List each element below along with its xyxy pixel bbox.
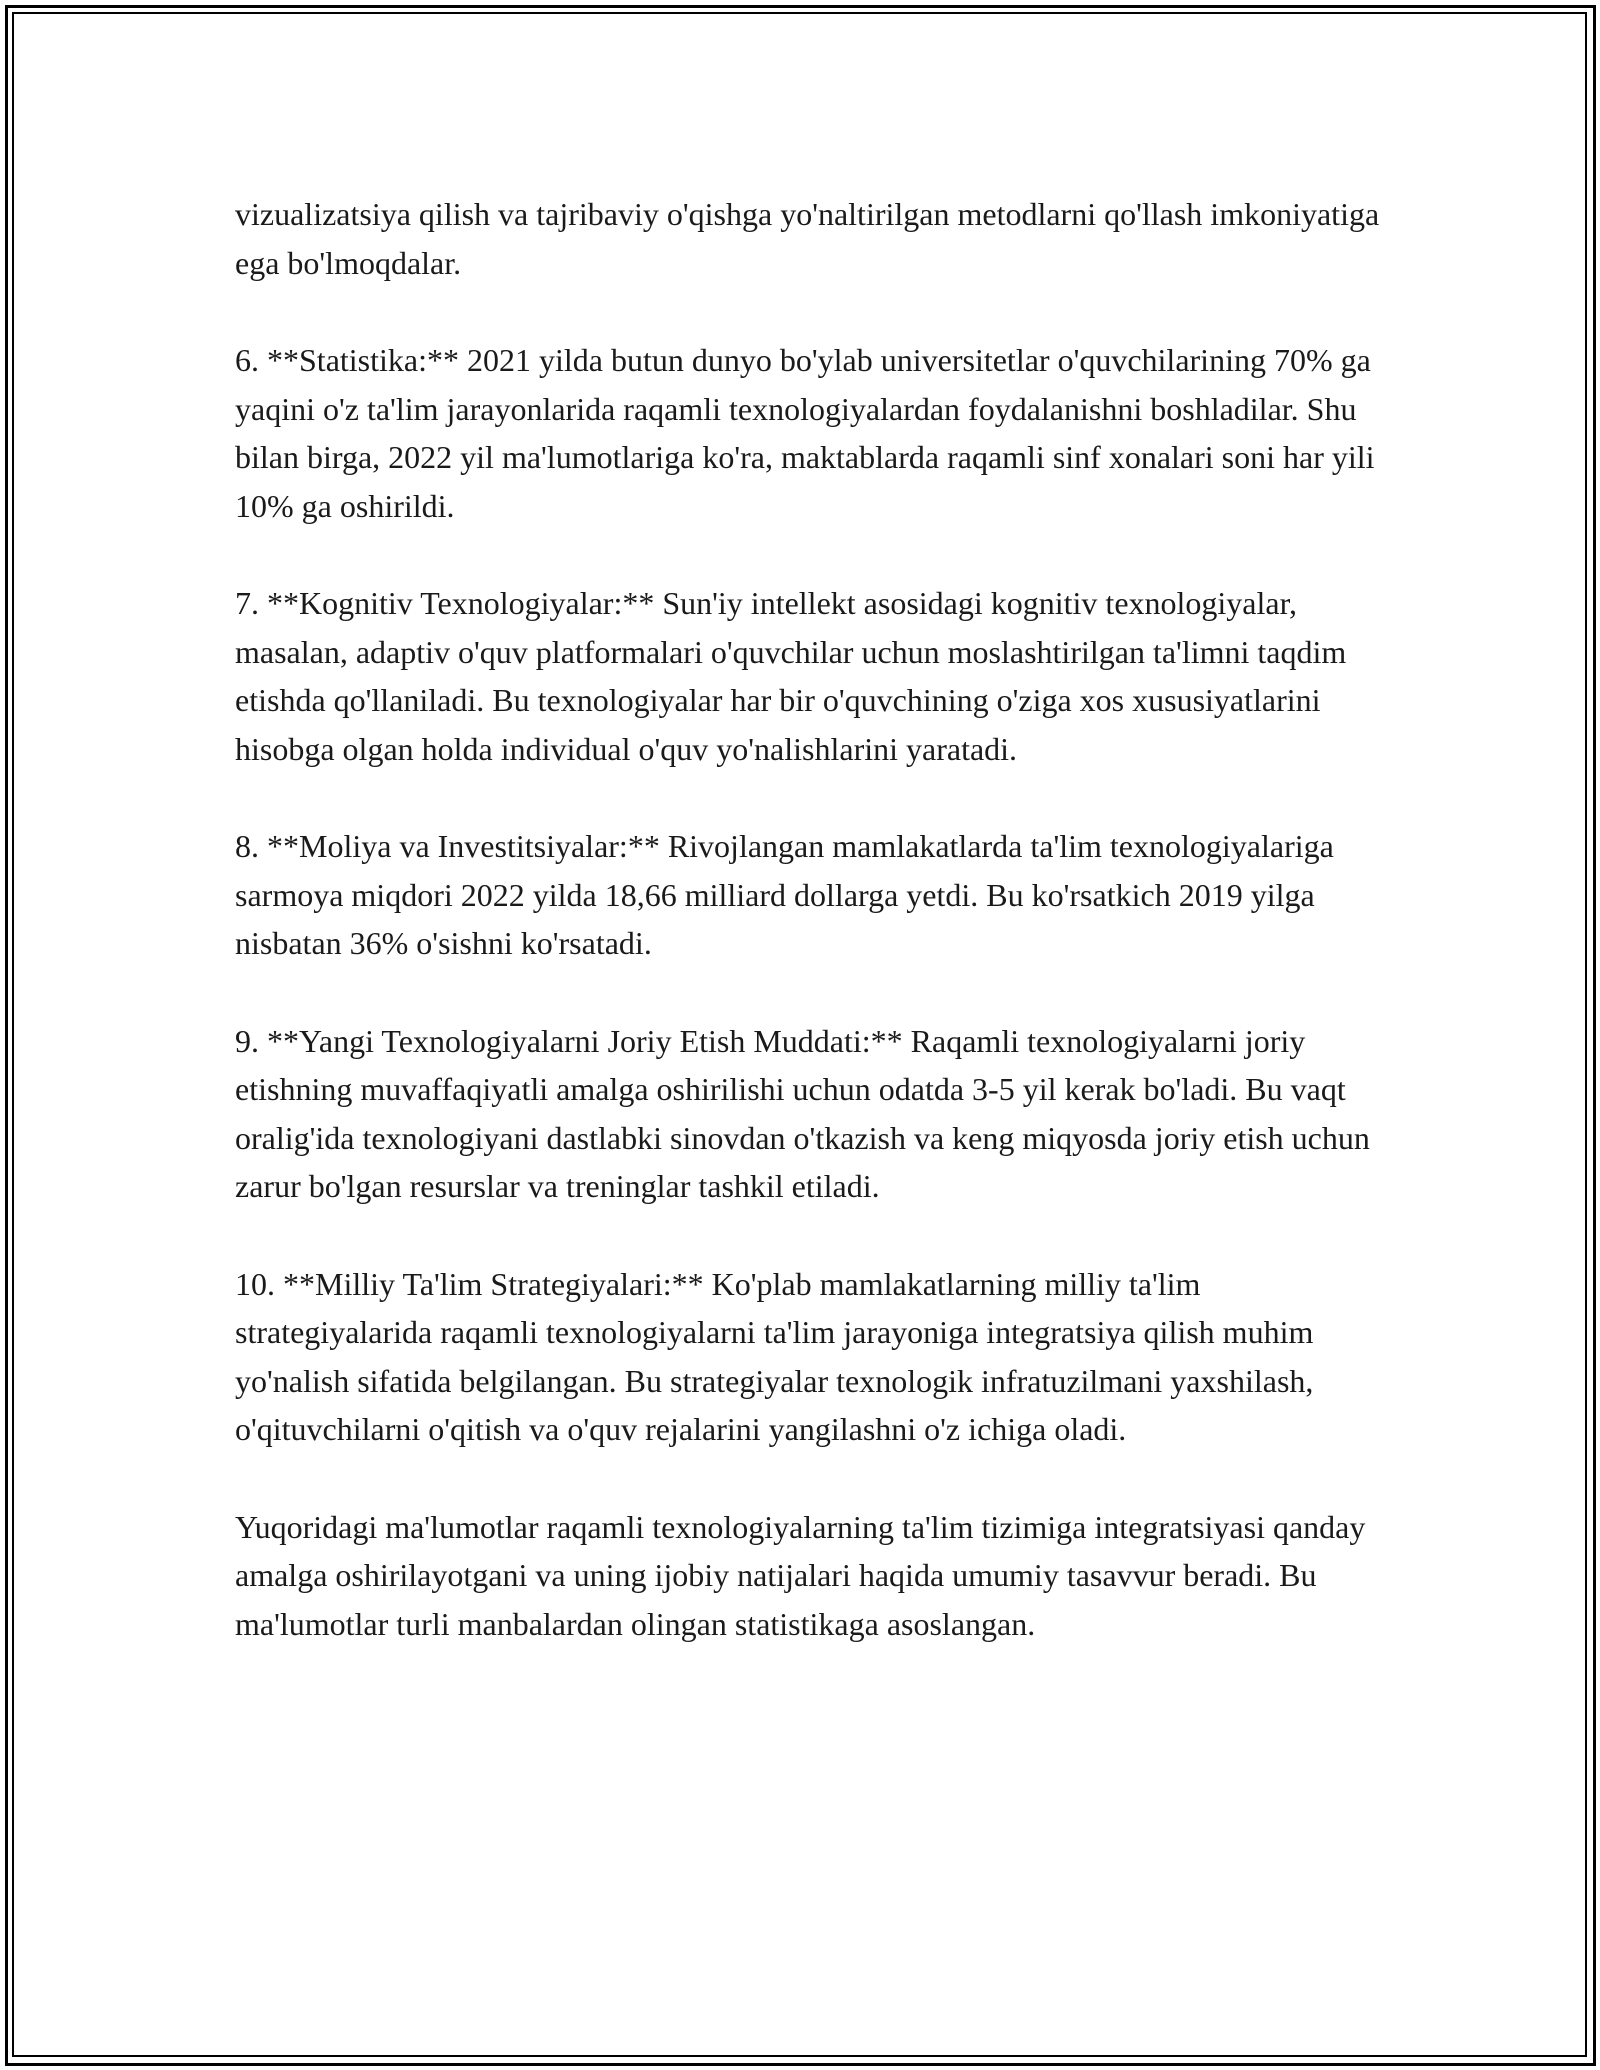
paragraph-conclusion: Yuqoridagi ma'lumotlar raqamli texnologiyalarning ta'lim tizimiga integratsiyasi qanday amalga oshirilayotgani va uning ijobiy natijalari haqida umumiy tasavvur beradi. Bu ma'lumotlar turli manbalardan olingan statistikaga asoslangan. — [235, 1508, 1366, 1642]
paragraph-cognitive-technologies: 7. **Kognitiv Texnologiyalar:** Sun'iy intellekt asosidagi kognitiv texnologiyalar, masalan, adaptiv o'quv platformalari o'quvchilar uchun moslashtirilgan ta'limni taqdim etishda qo'llaniladi. Bu texnologiyalar har bir o'quvchining o'ziga xos xususiyatlarini hisobga olgan holda individual o'quv yo'nalishlarini yaratadi. — [235, 585, 1347, 767]
paragraph-national-strategies: 10. **Milliy Ta'lim Strategiyalari:** Ko'plab mamlakatlarning milliy ta'lim strategiyalarida raqamli texnologiyalarni ta'lim jarayoniga integratsiya qilish muhim yo'nalish sifatida belgilangan. Bu strategiyalar texnologik infratuzilmani yaxshilash, o'qituvchilarni o'qitish va o'quv rejalarini yangilashni o'z ichiga oladi. — [235, 1265, 1314, 1447]
paragraph-statistics: 6. **Statistika:** 2021 yilda butun dunyo bo'ylab universitetlar o'quvchilarining 70% ga yaqini o'z ta'lim jarayonlarida raqamli texnologiyalardan foydalanishni boshladilar. Shu bilan birga, 2022 yil ma'lumotlariga ko'ra, maktablarda raqamli sinf xonalari soni har yili 10% ga oshirildi. — [235, 342, 1375, 524]
paragraph-intro-continuation: vizualizatsiya qilish va tajribaviy o'qishga yo'naltirilgan metodlarni qo'llash imkoniyatiga ega bo'lmoqdalar. — [235, 196, 1380, 281]
paragraph-finance-investments: 8. **Moliya va Investitsiyalar:** Rivojlangan mamlakatlarda ta'lim texnologiyalariga sarmoya miqdori 2022 yilda 18,66 milliard dollarga yetdi. Bu ko'rsatkich 2019 yilga nisbatan 36% o'sishni ko'rsatadi. — [235, 828, 1334, 961]
document-body — [235, 190, 1385, 1697]
paragraph-implementation-timeline: 9. **Yangi Texnologiyalarni Joriy Etish Muddati:** Raqamli texnologiyalarni joriy etishning muvaffaqiyatli amalga oshirilishi uchun odatda 3-5 yil kerak bo'ladi. Bu vaqt oralig'ida texnologiyani dastlabki sinovdan o'tkazish va keng miqyosda joriy etish uchun zarur bo'lgan resurslar va treninglar tashkil etiladi. — [235, 1022, 1370, 1204]
